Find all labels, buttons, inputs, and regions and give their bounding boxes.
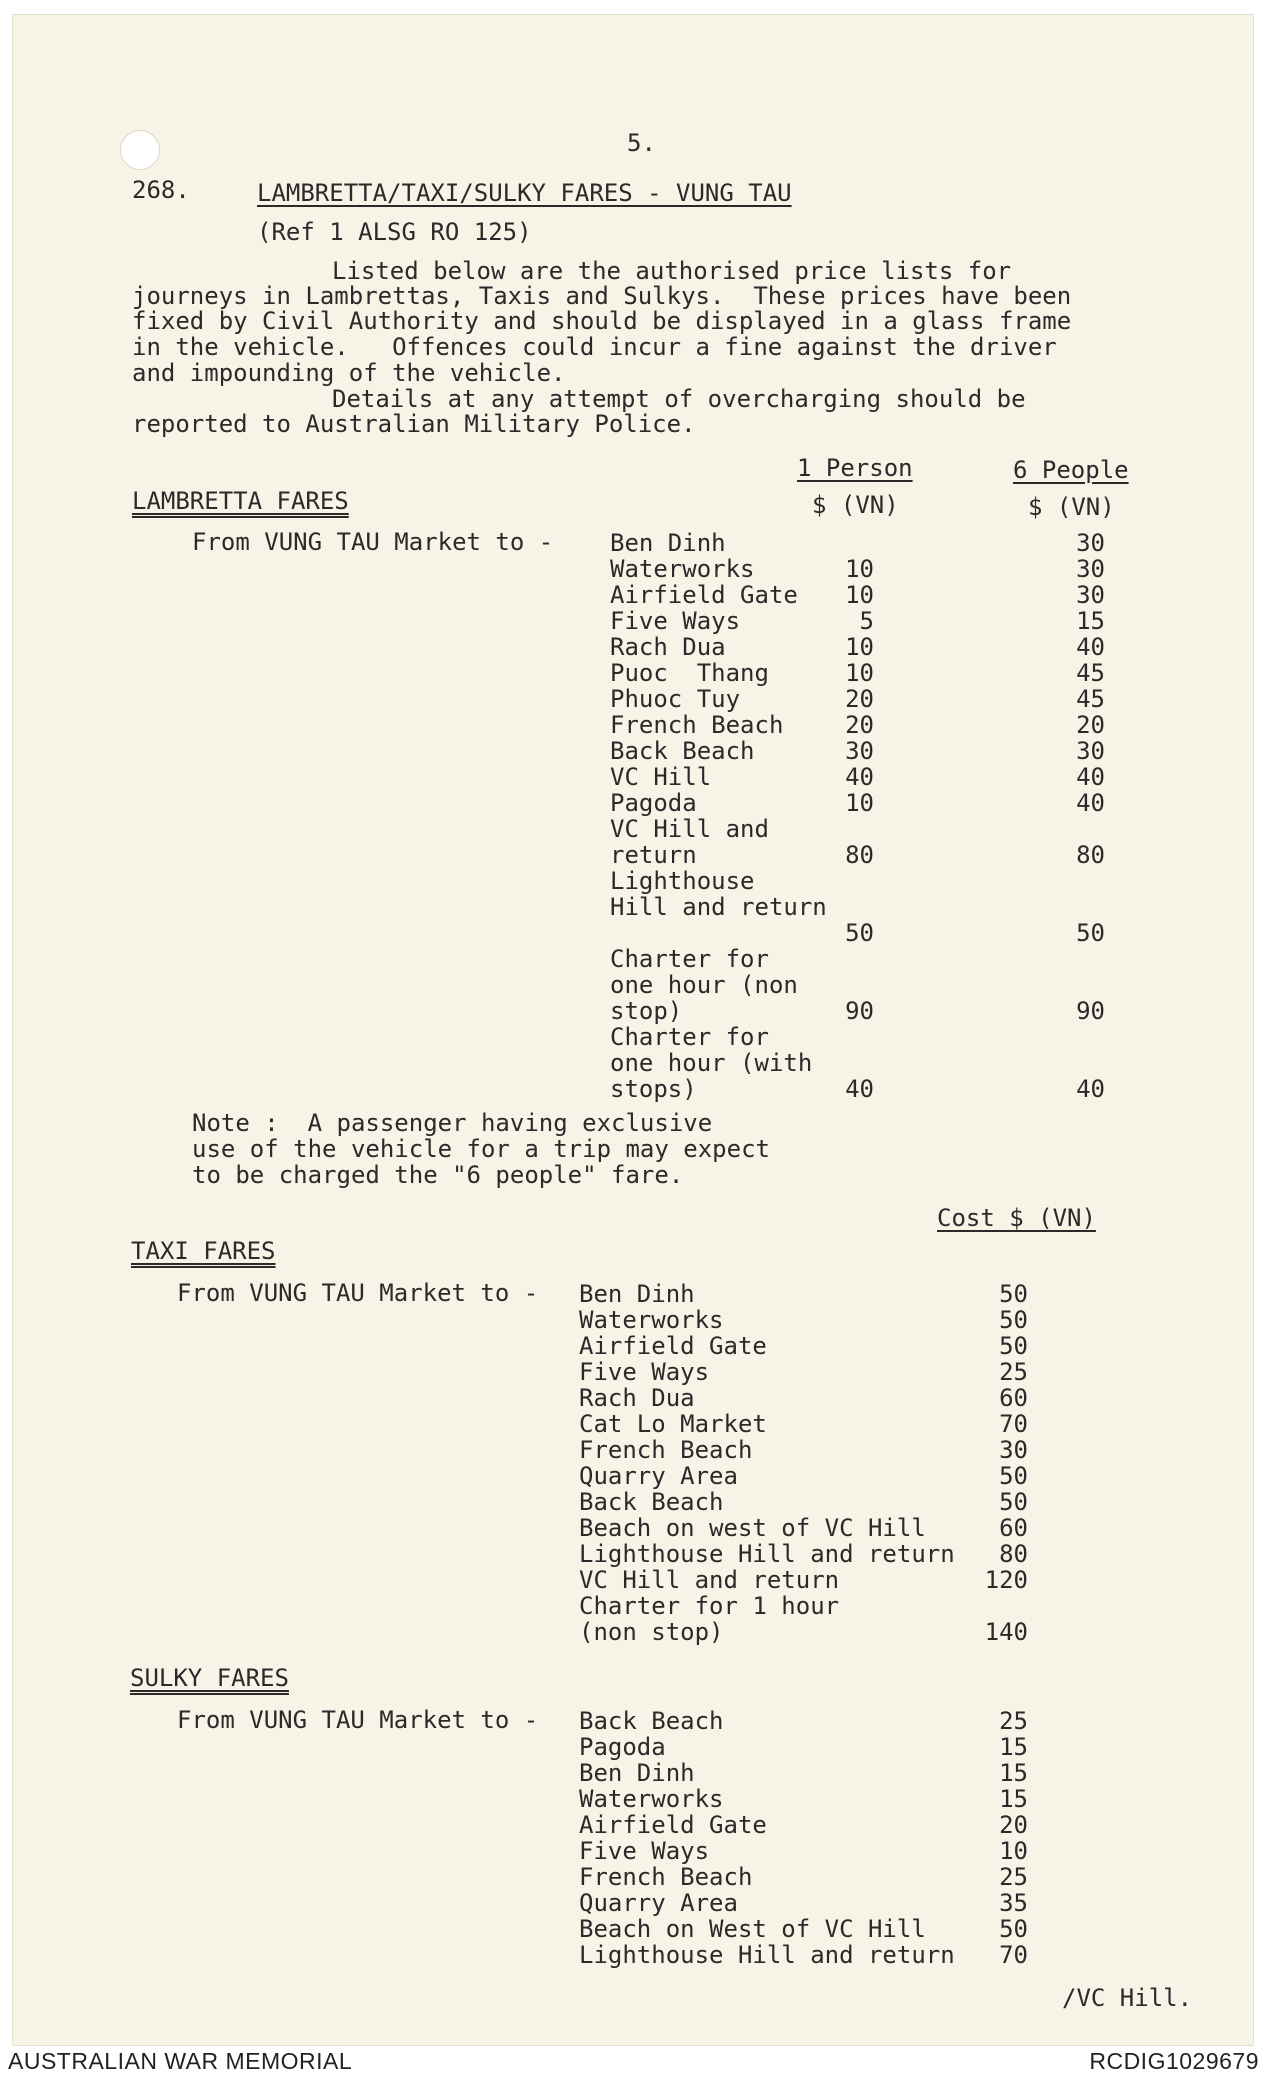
taxi-destination: (non stop) (579, 1618, 724, 1646)
sulky-destination: Ben Dinh (579, 1759, 695, 1787)
sulky-fare: 25 (999, 1863, 1028, 1891)
sulky-fare: 15 (999, 1785, 1028, 1813)
lambretta-fare-6-people: 20 (1076, 711, 1105, 739)
lambretta-destination: Rach Dua (610, 633, 726, 661)
taxi-destination: Beach on west of VC Hill (579, 1514, 926, 1542)
taxi-destination: Airfield Gate (579, 1332, 767, 1360)
sulky-heading: SULKY FARES (130, 1664, 289, 1692)
sulky-destination: Quarry Area (579, 1889, 738, 1917)
intro-line: and impounding of the vehicle. (132, 359, 566, 387)
lambretta-from-label: From VUNG TAU Market to - (192, 528, 554, 556)
lambretta-destination: return (610, 841, 697, 869)
lambretta-heading: LAMBRETTA FARES (132, 487, 349, 515)
sulky-destination: Beach on West of VC Hill (579, 1915, 926, 1943)
lambretta-fare-6-people: 50 (1076, 919, 1105, 947)
taxi-destination: Cat Lo Market (579, 1410, 767, 1438)
taxi-fare: 70 (999, 1410, 1028, 1438)
lambretta-destination: one hour (with (610, 1049, 813, 1077)
sulky-fare: 50 (999, 1915, 1028, 1943)
footer-archive-name: AUSTRALIAN WAR MEMORIAL (8, 2048, 353, 2074)
lambretta-fare-1-person: 10 (845, 555, 874, 583)
lambretta-destination: Back Beach (610, 737, 755, 765)
lambretta-fare-6-people: 90 (1076, 997, 1105, 1025)
taxi-destination: Five Ways (579, 1358, 710, 1386)
col-header-6-people: 6 People (1013, 456, 1129, 484)
taxi-fare: 50 (999, 1488, 1028, 1516)
taxi-destination: Ben Dinh (579, 1280, 695, 1308)
taxi-destination: Back Beach (579, 1488, 724, 1516)
taxi-destination: Waterworks (579, 1306, 724, 1334)
document-title: LAMBRETTA/TAXI/SULKY FARES - VUNG TAU (257, 179, 792, 207)
sulky-fare: 10 (999, 1837, 1028, 1865)
lambretta-fare-6-people: 45 (1076, 659, 1105, 687)
lambretta-fare-1-person: 10 (845, 581, 874, 609)
unit-6-people: $ (VN) (1028, 493, 1115, 521)
lambretta-fare-1-person: 90 (845, 997, 874, 1025)
lambretta-fare-1-person: 10 (845, 659, 874, 687)
taxi-from-label: From VUNG TAU Market to - (177, 1279, 539, 1307)
lambretta-fare-6-people: 40 (1076, 1075, 1105, 1103)
item-number: 268. (132, 176, 190, 204)
lambretta-destination: Ben Dinh (610, 529, 726, 557)
taxi-fare: 80 (999, 1540, 1028, 1568)
lambretta-fare-1-person: 20 (845, 711, 874, 739)
sulky-fare: 15 (999, 1733, 1028, 1761)
taxi-fare: 30 (999, 1436, 1028, 1464)
sulky-destination: Pagoda (579, 1733, 666, 1761)
lambretta-fare-1-person: 40 (845, 763, 874, 791)
lambretta-fare-1-person: 40 (845, 1075, 874, 1103)
lambretta-destination: VC Hill and (610, 815, 769, 843)
sulky-destination: Airfield Gate (579, 1811, 767, 1839)
taxi-fare: 120 (984, 1566, 1028, 1594)
lambretta-fare-6-people: 40 (1076, 633, 1105, 661)
unit-1-person: $ (VN) (812, 491, 899, 519)
sulky-from-label: From VUNG TAU Market to - (177, 1706, 539, 1734)
taxi-cost-header: Cost $ (VN) (937, 1204, 1096, 1232)
taxi-heading: TAXI FARES (131, 1237, 276, 1265)
continuation-marker: /VC Hill. (1062, 1984, 1193, 2012)
lambretta-fare-1-person: 30 (845, 737, 874, 765)
lambretta-fare-6-people: 80 (1076, 841, 1105, 869)
taxi-fare: 60 (999, 1384, 1028, 1412)
sulky-destination: Five Ways (579, 1837, 710, 1865)
taxi-fare: 60 (999, 1514, 1028, 1542)
taxi-destination: Lighthouse Hill and return (579, 1540, 955, 1568)
col-header-1-person: 1 Person (797, 454, 913, 482)
sulky-fare: 70 (999, 1941, 1028, 1969)
lambretta-fare-6-people: 30 (1076, 529, 1105, 557)
lambretta-destination: French Beach (610, 711, 784, 739)
intro-line: in the vehicle. Offences could incur a fine against the driver (132, 333, 1057, 361)
lambretta-fare-1-person: 10 (845, 633, 874, 661)
punch-hole (120, 130, 160, 170)
page-number: 5. (627, 129, 656, 157)
lambretta-fare-1-person: 80 (845, 841, 874, 869)
sulky-fare: 25 (999, 1707, 1028, 1735)
taxi-destination: Rach Dua (579, 1384, 695, 1412)
taxi-destination: French Beach (579, 1436, 753, 1464)
lambretta-fare-1-person: 20 (845, 685, 874, 713)
sulky-fare: 35 (999, 1889, 1028, 1917)
lambretta-fare-6-people: 30 (1076, 555, 1105, 583)
footer-record-id: RCDIG1029679 (1089, 2048, 1259, 2074)
lambretta-destination: stops) (610, 1075, 697, 1103)
lambretta-destination: Airfield Gate (610, 581, 798, 609)
lambretta-destination: Waterworks (610, 555, 755, 583)
sulky-destination: Back Beach (579, 1707, 724, 1735)
lambretta-fare-6-people: 45 (1076, 685, 1105, 713)
lambretta-fare-1-person: 50 (845, 919, 874, 947)
lambretta-fare-6-people: 15 (1076, 607, 1105, 635)
lambretta-destination: Hill and return (610, 893, 827, 921)
lambretta-destination: VC Hill (610, 763, 712, 791)
lambretta-fare-6-people: 40 (1076, 789, 1105, 817)
taxi-fare: 50 (999, 1280, 1028, 1308)
note-line: use of the vehicle for a trip may expect (192, 1135, 770, 1163)
details-line: reported to Australian Military Police. (132, 410, 696, 438)
note-line: Note : A passenger having exclusive (192, 1109, 713, 1137)
lambretta-fare-6-people: 40 (1076, 763, 1105, 791)
lambretta-fare-1-person: 5 (859, 607, 874, 635)
lambretta-fare-6-people: 30 (1076, 581, 1105, 609)
lambretta-destination: Five Ways (610, 607, 741, 635)
taxi-destination: Quarry Area (579, 1462, 738, 1490)
note-line: to be charged the "6 people" fare. (192, 1161, 684, 1189)
lambretta-destination: stop) (610, 997, 683, 1025)
taxi-fare: 50 (999, 1332, 1028, 1360)
lambretta-fare-6-people: 30 (1076, 737, 1105, 765)
taxi-fare: 50 (999, 1462, 1028, 1490)
lambretta-destination: Phuoc Tuy (610, 685, 741, 713)
intro-line: fixed by Civil Authority and should be displayed in a glass frame (132, 307, 1072, 335)
taxi-destination: VC Hill and return (579, 1566, 840, 1594)
intro-line: journeys in Lambrettas, Taxis and Sulkys. These prices have been (132, 282, 1072, 310)
reference: (Ref 1 ALSG RO 125) (257, 218, 532, 246)
sulky-destination: French Beach (579, 1863, 753, 1891)
sulky-fare: 20 (999, 1811, 1028, 1839)
lambretta-destination: Charter for (610, 1023, 769, 1051)
sulky-destination: Waterworks (579, 1785, 724, 1813)
taxi-fare: 25 (999, 1358, 1028, 1386)
taxi-fare: 50 (999, 1306, 1028, 1334)
lambretta-fare-1-person: 10 (845, 789, 874, 817)
lambretta-destination: one hour (non (610, 971, 798, 999)
lambretta-destination: Charter for (610, 945, 769, 973)
sulky-destination: Lighthouse Hill and return (579, 1941, 955, 1969)
intro-line: Listed below are the authorised price lists for (332, 257, 1012, 285)
taxi-destination: Charter for 1 hour (579, 1592, 840, 1620)
lambretta-destination: Puoc Thang (610, 659, 769, 687)
sulky-fare: 15 (999, 1759, 1028, 1787)
lambretta-destination: Pagoda (610, 789, 697, 817)
lambretta-destination: Lighthouse (610, 867, 755, 895)
details-line: Details at any attempt of overcharging should be (332, 385, 1026, 413)
taxi-fare: 140 (984, 1618, 1028, 1646)
